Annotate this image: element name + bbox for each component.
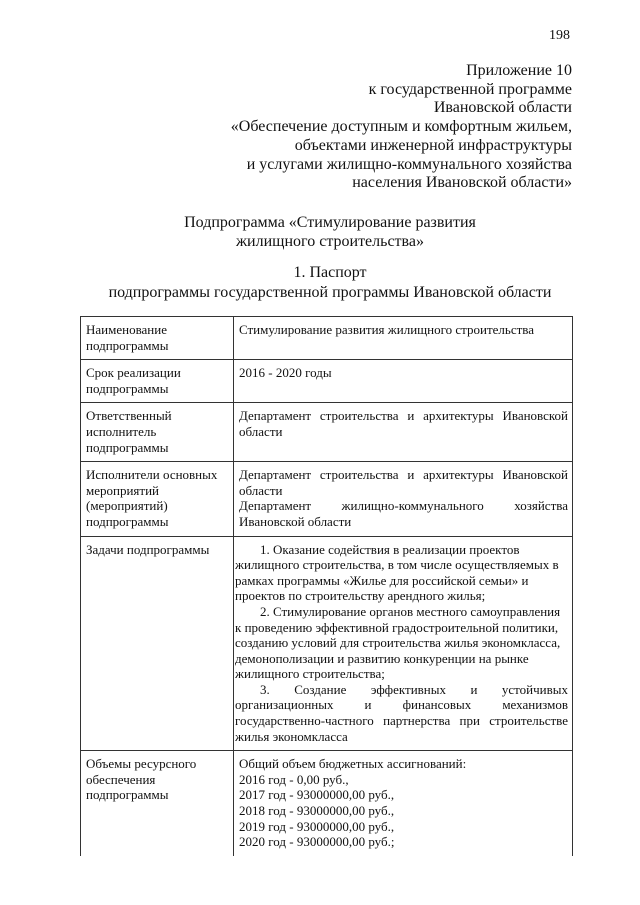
row-value: Стимулирование развития жилищного строительства: [234, 317, 573, 360]
table-row: [81, 403, 573, 462]
row-value: Департамент строительства и архитектуры Ивановской области: [234, 403, 573, 462]
appendix-line: Ивановской области: [433, 99, 572, 117]
executor: Департамент жилищно-коммунального хозяйства Ивановской области: [239, 498, 568, 529]
passport-title-line: 1. Паспорт: [293, 264, 367, 281]
budget-line: 2019 год - 93000000,00 руб.,: [239, 818, 395, 834]
row-value: [234, 751, 573, 856]
passport-title-line: подпрограммы государственной программы Ивановской области: [108, 284, 552, 301]
row-label: Объемы ресурсного обеспечения подпрограммы: [81, 751, 234, 856]
row-label: Исполнители основных мероприятий (мероприятий) подпрограммы: [81, 462, 234, 536]
appendix-line: и услугами жилищно-коммунального хозяйства: [246, 155, 572, 173]
row-label: Наименование подпрограммы: [81, 317, 234, 360]
appendix-line: населения Ивановской области»: [352, 174, 572, 192]
task-item: 3. Создание эффективных и устойчивых организационных и финансовых механизмов государственно-частного партнерства при строительстве жилья экономкласса: [235, 681, 568, 744]
table-row: [81, 360, 573, 403]
row-label: Ответственный исполнитель подпрограммы: [81, 403, 234, 462]
row-label: Задачи подпрограммы: [81, 536, 234, 751]
table-row: [81, 536, 573, 751]
task-item: 2. Стимулирование органов местного самоуправления к проведению эффективной градостроительной политики, созданию условий для строительства жилья экономкласса, демонополизации и развитию конкуренции на рынке жилищного строительства;: [235, 603, 561, 682]
budget-line: 2016 год - 0,00 руб.,: [239, 771, 349, 787]
table-row: [81, 317, 573, 360]
appendix-line: к государственной программе: [368, 80, 572, 98]
subprogram-title: [0, 214, 640, 251]
budget-line: 2018 год - 93000000,00 руб.,: [239, 803, 395, 819]
executor: Департамент строительства и архитектуры Ивановской области: [239, 467, 568, 498]
budget-line: Общий объем бюджетных ассигнований:: [239, 756, 467, 772]
appendix-line: Приложение 10: [466, 62, 572, 79]
row-value: [234, 462, 573, 536]
appendix-header: [231, 62, 572, 193]
row-label: Срок реализации подпрограммы: [81, 360, 234, 403]
passport-table: [80, 316, 573, 856]
task-item: 1. Оказание содействия в реализации проектов жилищного строительства, в том числе осуществляемых в рамках программы «Жилье для российской семьи» и проектов по строительству арендного жилья;: [235, 541, 559, 604]
table-row: [81, 462, 573, 536]
budget-line: 2020 год - 93000000,00 руб.;: [239, 834, 395, 850]
budget-line: 2017 год - 93000000,00 руб.,: [239, 787, 395, 803]
page-number: 198: [549, 28, 570, 43]
appendix-line: «Обеспечение доступным и комфортным жильем,: [230, 118, 572, 136]
row-value: 2016 - 2020 годы: [234, 360, 573, 403]
row-value: [234, 536, 573, 751]
passport-title: [0, 263, 640, 303]
table-row: [81, 751, 573, 856]
subprogram-title-line: Подпрограмма «Стимулирование развития: [184, 214, 476, 231]
appendix-line: объектами инженерной инфраструктуры: [294, 136, 572, 154]
subprogram-title-line: жилищного строительства»: [236, 232, 424, 250]
